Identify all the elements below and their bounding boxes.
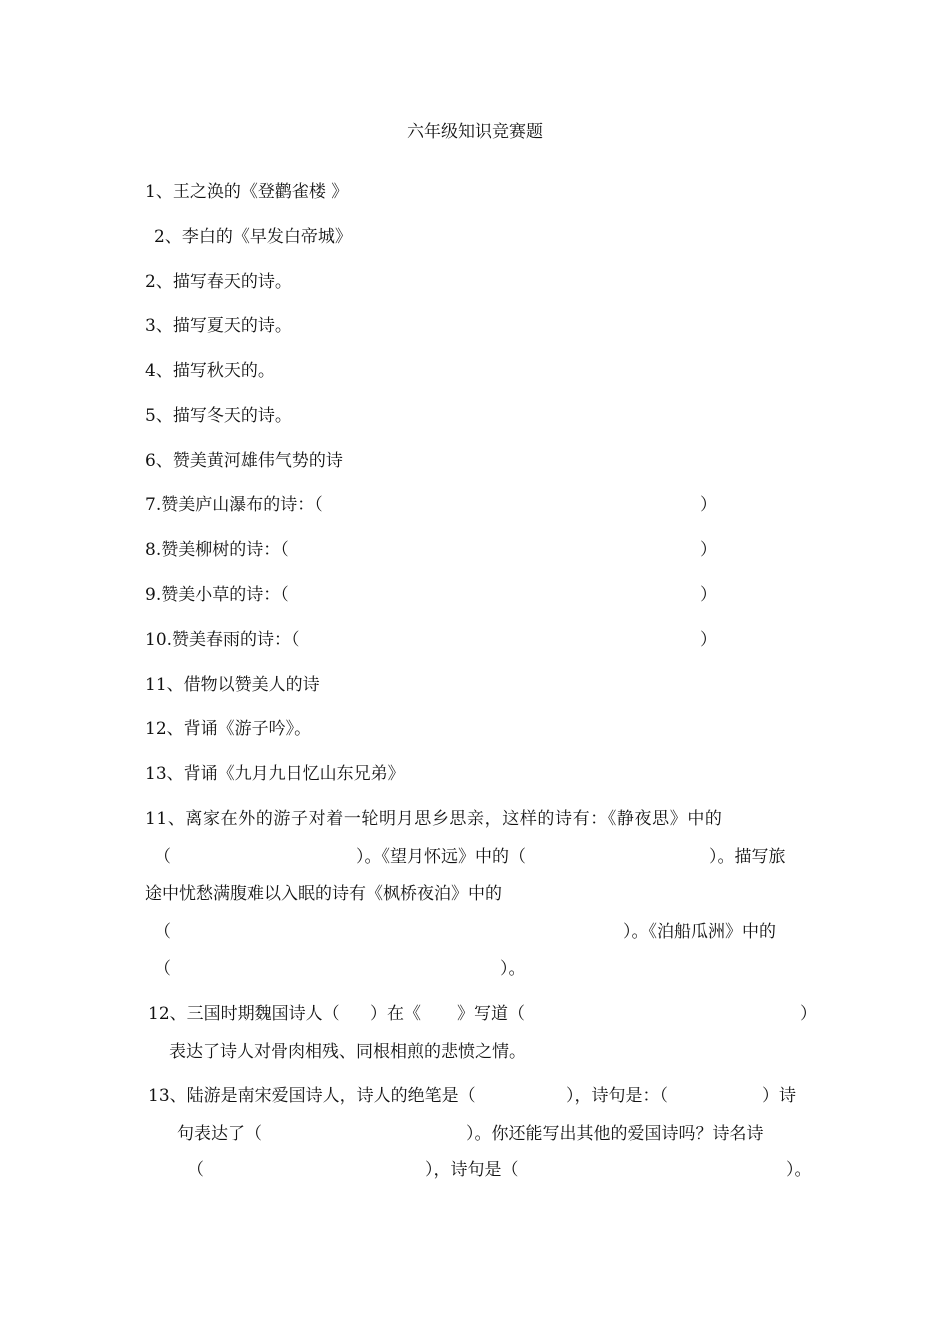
paragraph-11-line-5a: （ — [154, 959, 171, 979]
question-8-close: ） — [700, 540, 717, 560]
question-9: 9.赞美小草的诗：（ — [145, 585, 289, 605]
question-2: 2、描写春天的诗。 — [145, 272, 292, 292]
page-title: 六年级知识竞赛题 — [407, 122, 543, 142]
question-3: 3、描写夏天的诗。 — [145, 316, 292, 336]
paragraph-11-line-4b: ）。《泊船瓜洲》中的 — [623, 922, 776, 942]
paragraph-11-line-5b: ）。 — [500, 959, 526, 979]
paragraph-12-line-1b: ）在《 — [370, 1004, 421, 1024]
question-8: 8.赞美柳树的诗：（ — [145, 540, 289, 560]
question-12: 12、背诵《游子吟》。 — [145, 719, 312, 739]
question-6: 6、赞美黄河雄伟气势的诗 — [145, 451, 343, 471]
paragraph-13-line-3c: ）。 — [786, 1160, 812, 1180]
question-10-close: ） — [700, 630, 717, 650]
paragraph-12-line-2: 表达了诗人对骨肉相残、同根相煎的悲愤之情。 — [169, 1042, 526, 1062]
paragraph-11-line-2a: （ — [154, 847, 171, 867]
question-4: 4、描写秋天的。 — [145, 361, 275, 381]
paragraph-11-line-2c: ）。描写旅 — [709, 847, 786, 867]
paragraph-13-line-3b: ），诗句是（ — [425, 1160, 519, 1180]
paragraph-13-line-1c: ）诗 — [762, 1086, 796, 1106]
paragraph-11-line-4a: （ — [154, 922, 171, 942]
paragraph-13-line-2a: 句表达了（ — [177, 1124, 262, 1144]
question-9-close: ） — [700, 585, 717, 605]
paragraph-12-line-1c: 》写道（ — [457, 1004, 525, 1024]
paragraph-12-line-1a: 12、三国时期魏国诗人（ — [148, 1004, 340, 1024]
question-2a: 2、李白的《早发白帝城》 — [154, 227, 352, 247]
question-5: 5、描写冬天的诗。 — [145, 406, 292, 426]
paragraph-13-line-1b: ），诗句是：（ — [566, 1086, 668, 1106]
question-7-close: ） — [700, 495, 717, 515]
question-1: 1、王之涣的《登鹳雀楼 》 — [145, 182, 349, 202]
question-13: 13、背诵《九月九日忆山东兄弟》 — [145, 764, 405, 784]
paragraph-12-close: ） — [800, 1004, 817, 1024]
paragraph-11-line-2b: ）。《望月怀远》中的（ — [356, 847, 526, 867]
paragraph-13-line-3a: （ — [187, 1160, 204, 1180]
paragraph-13-line-2b: ）。你还能写出其他的爱国诗吗？诗名诗 — [466, 1124, 764, 1144]
paragraph-13-line-1a: 13、陆游是南宋爱国诗人，诗人的绝笔是（ — [148, 1086, 476, 1106]
paragraph-11-line-3: 途中忧愁满腹难以入眠的诗有《枫桥夜泊》中的 — [145, 884, 502, 904]
question-10: 10.赞美春雨的诗：（ — [145, 630, 300, 650]
question-7: 7.赞美庐山瀑布的诗：（ — [145, 495, 323, 515]
paragraph-11-line-1: 11、离家在外的游子对着一轮明月思乡思亲，这样的诗有：《静夜思》中的 — [145, 809, 723, 829]
question-11: 11、借物以赞美人的诗 — [145, 675, 320, 695]
